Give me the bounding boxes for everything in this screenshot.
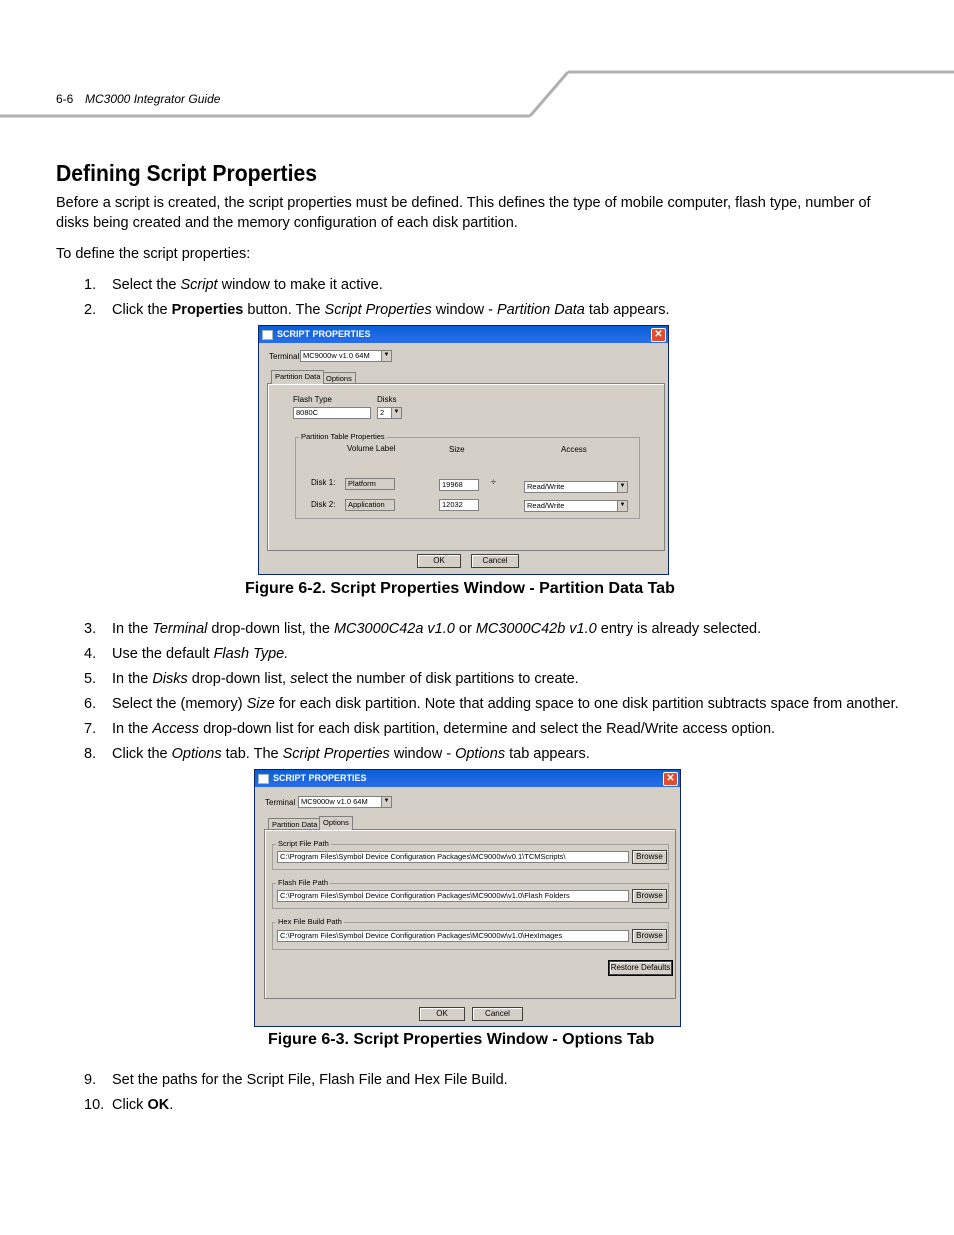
step-7: 7. In the Access drop-down list for each disk partition, determine and select the Read/Write access option.: [84, 721, 776, 737]
step-6: 6. Select the (memory) Size for each disk partition. Note that adding space to one disk partition subtracts space from another.: [84, 696, 899, 712]
title-bar: [259, 326, 668, 343]
hex-path-input[interactable]: C:\Program Files\Symbol Device Configuration Packages\MC9000w\v1.0\HexImages: [277, 930, 629, 942]
browse-flash-button[interactable]: Browse: [632, 889, 667, 903]
tab-partition-data[interactable]: Partition Data: [271, 370, 324, 384]
disk1-volume-field[interactable]: Platform: [345, 478, 395, 490]
script-properties-window-options: [254, 769, 681, 1027]
col-size: Size: [449, 445, 465, 454]
close-icon[interactable]: ✕: [651, 328, 666, 342]
flash-path-label: Flash File Path: [278, 878, 329, 887]
chevron-down-icon: ▼: [617, 501, 627, 511]
header-rule: [0, 60, 954, 120]
flash-path-input[interactable]: C:\Program Files\Symbol Device Configuration Packages\MC9000w\v1.0\Flash Folders: [277, 890, 629, 902]
step-3: 3. In the Terminal drop-down list, the MC3000C42a v1.0 or MC3000C42b v1.0 entry is already selected.: [84, 621, 762, 637]
tab-options[interactable]: Options: [322, 372, 356, 384]
hex-path-label: Hex File Build Path: [278, 917, 342, 926]
window-title: SCRIPT PROPERTIES: [277, 329, 371, 339]
disk1-access-dropdown[interactable]: Read/Write ▼: [524, 481, 628, 493]
disk1-label: Disk 1:: [311, 478, 336, 487]
terminal-label: Terminal: [269, 352, 300, 361]
tab-options[interactable]: Options: [319, 816, 353, 830]
disk2-access-dropdown[interactable]: Read/Write ▼: [524, 500, 628, 512]
ok-button[interactable]: OK: [419, 1007, 465, 1021]
step-5: 5. In the Disks drop-down list, select the number of disk partitions to create.: [84, 671, 579, 687]
cancel-button[interactable]: Cancel: [471, 554, 519, 568]
chevron-down-icon: ▼: [391, 408, 401, 418]
step-4: 4. Use the default Flash Type.: [84, 646, 289, 662]
step-2: 2. Click the Properties button. The Script Properties window - Partition Data tab appears.: [84, 302, 670, 318]
window-icon: [258, 774, 269, 784]
size-spinner-icon[interactable]: ÷: [491, 477, 496, 487]
section-title: Defining Script Properties: [56, 160, 318, 186]
step-8: 8. Click the Options tab. The Script Properties window - Options tab appears.: [84, 746, 590, 762]
close-icon[interactable]: ✕: [663, 772, 678, 786]
disks-dropdown[interactable]: 2 ▼: [377, 407, 402, 419]
script-properties-window-partition: [258, 325, 669, 575]
partition-table-label: Partition Table Properties: [301, 432, 385, 441]
disk2-size-field[interactable]: 12032: [439, 499, 479, 511]
step-9: 9. Set the paths for the Script File, Flash File and Hex File Build.: [84, 1072, 508, 1088]
step-1: 1. Select the Script window to make it active.: [84, 277, 383, 293]
script-path-label: Script File Path: [278, 839, 329, 848]
guide-title: MC3000 Integrator Guide: [85, 92, 221, 106]
col-volume-label: Volume Label: [347, 444, 396, 453]
chevron-down-icon: ▼: [617, 482, 627, 492]
figure-caption-2: Figure 6-3. Script Properties Window - Options Tab: [268, 1031, 655, 1048]
col-access: Access: [561, 445, 587, 454]
ok-button[interactable]: OK: [417, 554, 461, 568]
browse-hex-button[interactable]: Browse: [632, 929, 667, 943]
window-title: SCRIPT PROPERTIES: [273, 773, 367, 783]
terminal-label: Terminal: [265, 798, 296, 807]
title-bar: [255, 770, 680, 787]
disk1-size-field[interactable]: 19968: [439, 479, 479, 491]
cancel-button[interactable]: Cancel: [472, 1007, 523, 1021]
intro-paragraph: Before a script is created, the script properties must be defined. This defines the type of mobile computer, flash type, number of disks being created and the memory configuration of each disk partition.: [56, 195, 871, 231]
disks-label: Disks: [377, 395, 397, 404]
tab-partition-data[interactable]: Partition Data: [268, 818, 321, 830]
chevron-down-icon: ▼: [381, 797, 391, 807]
page-number: 6-6: [56, 92, 74, 106]
terminal-dropdown[interactable]: MC9000w v1.0 64M ▼: [300, 350, 392, 362]
disk2-label: Disk 2:: [311, 500, 336, 509]
disk2-volume-field[interactable]: Application: [345, 499, 395, 511]
step-10: 10. Click OK.: [84, 1097, 174, 1113]
flash-type-label: Flash Type: [293, 395, 332, 404]
terminal-dropdown[interactable]: MC9000w v1.0 64M ▼: [298, 796, 392, 808]
browse-script-button[interactable]: Browse: [632, 850, 667, 864]
flash-type-input[interactable]: 8080C: [293, 407, 371, 419]
chevron-down-icon: ▼: [381, 351, 391, 361]
figure-caption-1: Figure 6-2. Script Properties Window - Partition Data Tab: [245, 580, 675, 597]
window-icon: [262, 330, 273, 340]
script-path-input[interactable]: C:\Program Files\Symbol Device Configuration Packages\MC9000w\v0.1\TCMScripts\: [277, 851, 629, 863]
restore-defaults-button[interactable]: Restore Defaults: [609, 961, 672, 975]
lead-in-paragraph: To define the script properties:: [56, 246, 251, 262]
